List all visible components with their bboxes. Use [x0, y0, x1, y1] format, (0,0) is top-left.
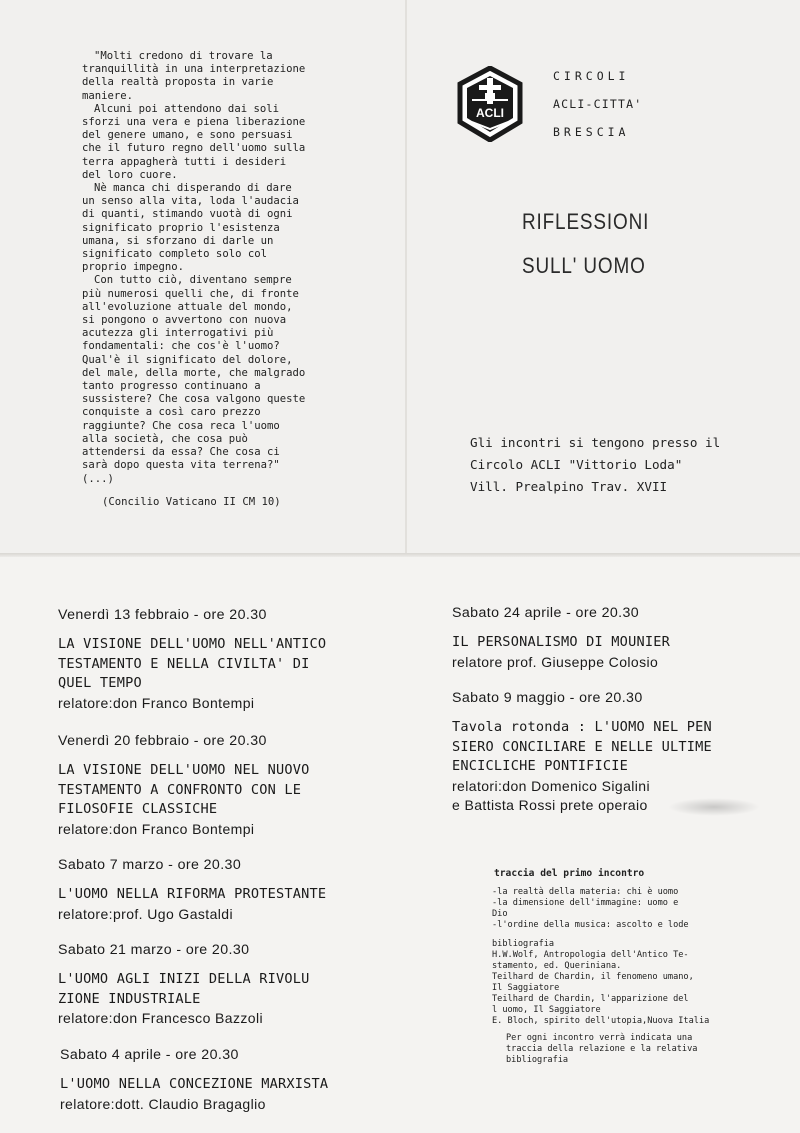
- event-1: [58, 605, 326, 713]
- org-line-1: CIRCOLI: [553, 69, 630, 83]
- event-speaker: relatore:don Franco Bontempi: [58, 820, 255, 837]
- event-date: Sabato 21 marzo - ore 20.30: [58, 942, 250, 958]
- event-topic-line: ZIONE INDUSTRIALE: [58, 990, 201, 1007]
- bibliography-line: Teilhard de Chardin, l'apparizione del: [492, 994, 689, 1004]
- bibliography-line: E. Bloch, spirito dell'utopia,Nuova Italia: [492, 1016, 710, 1026]
- event-topic-line: L'UOMO AGLI INIZI DELLA RIVOLU: [58, 971, 310, 987]
- trace-point: -l'ordine della musica: ascolto e lode: [492, 920, 689, 930]
- event-date: Sabato 24 aprile - ore 20.30: [452, 605, 640, 621]
- event-speaker: relatore:prof. Ugo Gastaldi: [58, 905, 233, 922]
- event-topic-line: LA VISIONE DELL'UOMO NELL'ANTICO: [58, 636, 327, 652]
- bibliography-line: l uomo, Il Saggiatore: [492, 1005, 601, 1015]
- organization-name: [553, 62, 642, 146]
- bibliography-line: H.W.Wolf, Antropologia dell'Antico Te-: [492, 950, 689, 960]
- event-speaker-2: e Battista Rossi prete operaio: [452, 797, 648, 813]
- event-3: [58, 855, 326, 924]
- document-title: [522, 200, 649, 288]
- center-fold-line: [405, 0, 407, 555]
- org-line-2: ACLI-CITTA': [553, 97, 643, 111]
- event-topic-line: L'UOMO NELLA CONCEZIONE MARXISTA: [60, 1076, 329, 1092]
- event-7: [452, 688, 712, 816]
- event-4: [58, 940, 310, 1029]
- event-topic-line: IL PERSONALISMO DI MOUNIER: [452, 634, 670, 650]
- event-speaker: relatori:don Domenico Sigalini: [452, 777, 650, 794]
- ink-smudge: [668, 798, 760, 816]
- event-topic-line: Tavola rotonda : L'UOMO NEL PEN: [452, 719, 712, 735]
- quote-paragraph-1: "Molti credono di trovare la tranquillità in una interpretazione della realtà proposta in varie maniere.: [82, 50, 306, 102]
- title-line-1: RIFLESSIONI: [522, 209, 650, 234]
- event-speaker: relatore:don Franco Bontempi: [58, 694, 255, 711]
- event-topic-line: LA VISIONE DELL'UOMO NEL NUOVO: [58, 762, 310, 778]
- bibliography-line: Il Saggiatore: [492, 983, 560, 993]
- council-quote: [82, 50, 307, 509]
- bibliography-line: bibliografia: [492, 939, 555, 949]
- event-topic-line: TESTAMENTO E NELLA CIVILTA' DI: [58, 655, 310, 672]
- event-topic-line: QUEL TEMPO: [58, 675, 142, 691]
- event-topic-line: ENCICLICHE PONTIFICIE: [452, 758, 629, 774]
- quote-paragraph-3: Nè manca chi disperando di dare un senso alla vita, loda l'audacia di quanti, stimando vuotà di ogni significato proprio l'esistenza umana, si sforzano di darle un significato completo solo col proprio impegno.: [82, 182, 299, 274]
- event-topic-line: SIERO CONCILIARE E NELLE ULTIME: [452, 738, 712, 755]
- logo-text: ACLI: [476, 106, 504, 120]
- trace-point: -la dimensione dell'immagine: uomo e: [492, 898, 679, 908]
- title-line-2: SULL' UOMO: [522, 253, 646, 278]
- event-6: [452, 603, 670, 672]
- trace-point: -la realtà della materia: chi è uomo: [492, 887, 679, 897]
- horizontal-fold-line: [0, 553, 800, 557]
- quote-paragraph-2: Alcuni poi attendono dai soli sforzi una vera e piena liberazione del genere umano, e sono persuasi che il futuro regno dell'uomo sulla terra appagherà tutti i desideri del loro cuore.: [82, 102, 306, 181]
- trace-heading: traccia del primo incontro: [494, 868, 645, 879]
- quote-paragraph-4: Con tutto ciò, diventano sempre più numerosi quelli che, di fronte all'evoluzione attuale del mondo, si pongono o avvertono con nuova acutezza gli interrogativi più fondamentali: che cos'è l'uomo? Qual'è il significato del dolore, del male, della morte, che malgrado tanto progresso continuano a sussistere? Che cosa valgono queste conquiste a così caro prezzo raggiunte? Che cosa reca l'uomo alla società, che cosa può attendersi da essa? Che cosa ci sarà dopo questa vita terrena?"(...): [82, 274, 306, 485]
- venue-line-1: Gli incontri si tengono presso il: [470, 435, 721, 450]
- event-date: Sabato 7 marzo - ore 20.30: [58, 857, 242, 873]
- event-date: Venerdì 20 febbraio - ore 20.30: [58, 733, 267, 749]
- trace-note: [492, 1033, 752, 1066]
- venue-info: [470, 432, 720, 498]
- acli-logo: [456, 66, 524, 142]
- venue-line-2: Circolo ACLI "Vittorio Loda": [470, 457, 683, 472]
- event-speaker: relatore:dott. Claudio Bragaglio: [60, 1095, 266, 1112]
- trace-point: Dio: [492, 909, 508, 919]
- event-date: Venerdì 13 febbraio - ore 20.30: [58, 607, 267, 623]
- event-speaker: relatore:don Francesco Bazzoli: [58, 1010, 263, 1026]
- event-5: [60, 1045, 328, 1114]
- event-2: [58, 731, 310, 839]
- org-line-3: BRESCIA: [553, 125, 630, 139]
- first-meeting-outline: [492, 868, 752, 1066]
- event-date: Sabato 4 aprile - ore 20.30: [60, 1047, 239, 1063]
- event-topic-line: TESTAMENTO A CONFRONTO CON LE: [58, 781, 302, 798]
- event-date: Sabato 9 maggio - ore 20.30: [452, 690, 643, 706]
- quote-citation: (Concilio Vaticano II CM 10): [102, 495, 281, 508]
- event-topic-line: L'UOMO NELLA RIFORMA PROTESTANTE: [58, 886, 327, 902]
- bibliography-line: stamento, ed. Queriniana.: [492, 961, 622, 971]
- venue-line-3: Vill. Prealpino Trav. XVII: [470, 479, 668, 494]
- note-line: Per ogni incontro verrà indicata una: [506, 1033, 693, 1043]
- note-line: bibliografia: [506, 1055, 569, 1065]
- bibliography-line: Teilhard de Chardin, il fenomeno umano,: [492, 972, 694, 982]
- event-topic-line: FILOSOFIE CLASSICHE: [58, 801, 218, 817]
- event-speaker: relatore prof. Giuseppe Colosio: [452, 653, 659, 670]
- note-line: traccia della relazione e la relativa: [506, 1044, 698, 1054]
- spacer: [492, 931, 752, 939]
